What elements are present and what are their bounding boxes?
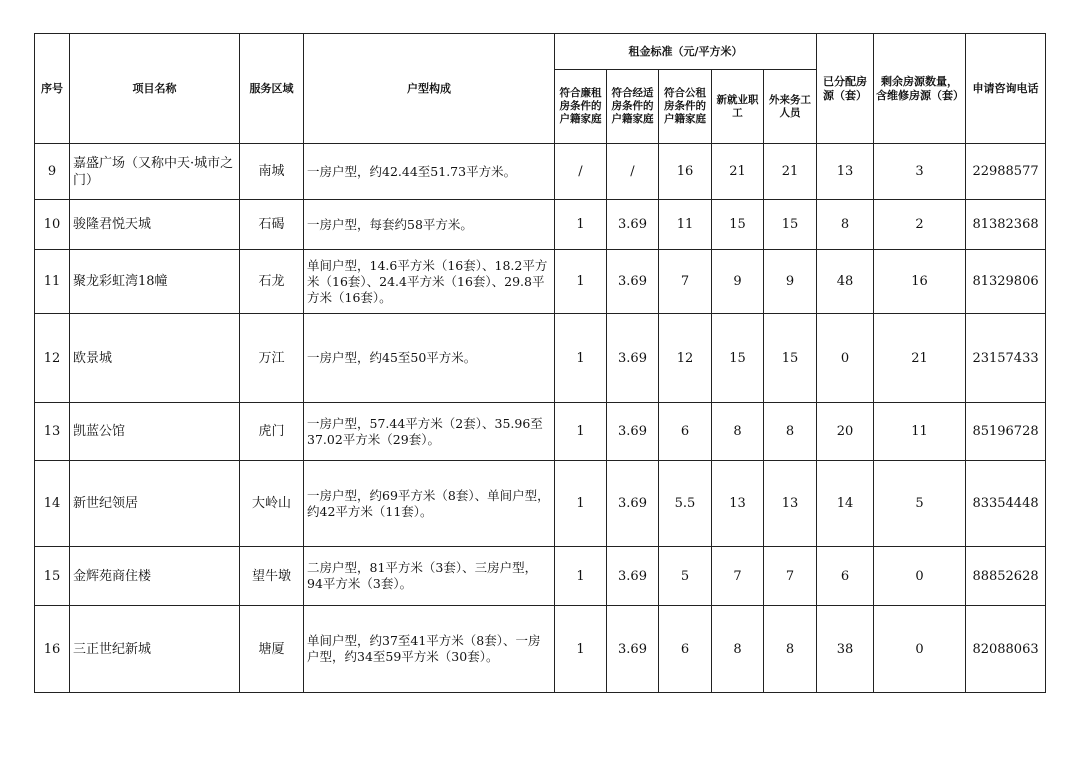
cell-layout: 一房户型，约42.44至51.73平方米。 bbox=[304, 144, 555, 200]
cell-remaining: 3 bbox=[874, 144, 966, 200]
cell-rent-public: 12 bbox=[659, 314, 712, 403]
cell-rent-public: 5 bbox=[659, 547, 712, 606]
cell-allocated: 6 bbox=[817, 547, 874, 606]
cell-phone: 83354448 bbox=[966, 461, 1046, 547]
cell-layout: 一房户型，每套约58平方米。 bbox=[304, 200, 555, 250]
cell-rent-newworker: 13 bbox=[712, 461, 764, 547]
cell-remaining: 0 bbox=[874, 606, 966, 693]
cell-project: 新世纪领居 bbox=[70, 461, 240, 547]
header-rent-newworker: 新就业职工 bbox=[712, 70, 764, 144]
cell-remaining: 2 bbox=[874, 200, 966, 250]
cell-rent-lowrent: 1 bbox=[555, 314, 607, 403]
cell-rent-lowrent: 1 bbox=[555, 547, 607, 606]
cell-phone: 23157433 bbox=[966, 314, 1046, 403]
cell-rent-lowrent: 1 bbox=[555, 606, 607, 693]
cell-rent-newworker: 9 bbox=[712, 250, 764, 314]
cell-layout: 一房户型，57.44平方米（2套）、35.96至37.02平方米（29套）。 bbox=[304, 403, 555, 461]
cell-allocated: 20 bbox=[817, 403, 874, 461]
cell-layout: 一房户型，约45至50平方米。 bbox=[304, 314, 555, 403]
header-project: 项目名称 bbox=[70, 34, 240, 144]
cell-phone: 81382368 bbox=[966, 200, 1046, 250]
cell-rent-migrant: 21 bbox=[764, 144, 817, 200]
cell-rent-newworker: 15 bbox=[712, 200, 764, 250]
cell-phone: 81329806 bbox=[966, 250, 1046, 314]
cell-allocated: 38 bbox=[817, 606, 874, 693]
cell-index: 15 bbox=[35, 547, 70, 606]
cell-rent-affordable: 3.69 bbox=[607, 250, 659, 314]
cell-rent-public: 11 bbox=[659, 200, 712, 250]
cell-area: 塘厦 bbox=[240, 606, 304, 693]
cell-index: 10 bbox=[35, 200, 70, 250]
cell-phone: 88852628 bbox=[966, 547, 1046, 606]
cell-project: 骏隆君悦天城 bbox=[70, 200, 240, 250]
cell-area: 南城 bbox=[240, 144, 304, 200]
cell-rent-public: 16 bbox=[659, 144, 712, 200]
table-row bbox=[35, 250, 1046, 314]
cell-project: 金辉苑商住楼 bbox=[70, 547, 240, 606]
cell-area: 虎门 bbox=[240, 403, 304, 461]
header-rent-affordable: 符合经适房条件的户籍家庭 bbox=[607, 70, 659, 144]
cell-layout: 单间户型，14.6平方米（16套）、18.2平方米（16套）、24.4平方米（16套）、29.8平方米（16套）。 bbox=[304, 250, 555, 314]
cell-rent-lowrent: / bbox=[555, 144, 607, 200]
cell-rent-newworker: 15 bbox=[712, 314, 764, 403]
cell-rent-migrant: 8 bbox=[764, 606, 817, 693]
cell-remaining: 5 bbox=[874, 461, 966, 547]
cell-phone: 85196728 bbox=[966, 403, 1046, 461]
table-row bbox=[35, 606, 1046, 693]
cell-rent-migrant: 15 bbox=[764, 314, 817, 403]
cell-rent-affordable: 3.69 bbox=[607, 606, 659, 693]
cell-rent-lowrent: 1 bbox=[555, 250, 607, 314]
cell-rent-affordable: 3.69 bbox=[607, 314, 659, 403]
cell-layout: 一房户型，约69平方米（8套）、单间户型，约42平方米（11套）。 bbox=[304, 461, 555, 547]
cell-allocated: 14 bbox=[817, 461, 874, 547]
cell-rent-public: 6 bbox=[659, 606, 712, 693]
cell-rent-public: 6 bbox=[659, 403, 712, 461]
cell-rent-newworker: 21 bbox=[712, 144, 764, 200]
housing-table bbox=[34, 33, 1046, 693]
cell-area: 石龙 bbox=[240, 250, 304, 314]
cell-index: 13 bbox=[35, 403, 70, 461]
header-rent-lowrent: 符合廉租房条件的户籍家庭 bbox=[555, 70, 607, 144]
cell-area: 望牛墩 bbox=[240, 547, 304, 606]
cell-project: 嘉盛广场（又称中天·城市之门） bbox=[70, 144, 240, 200]
cell-rent-affordable: / bbox=[607, 144, 659, 200]
cell-rent-migrant: 8 bbox=[764, 403, 817, 461]
cell-area: 石碣 bbox=[240, 200, 304, 250]
cell-project: 欧景城 bbox=[70, 314, 240, 403]
cell-remaining: 16 bbox=[874, 250, 966, 314]
cell-rent-migrant: 15 bbox=[764, 200, 817, 250]
cell-remaining: 0 bbox=[874, 547, 966, 606]
cell-index: 14 bbox=[35, 461, 70, 547]
table-row bbox=[35, 403, 1046, 461]
cell-rent-lowrent: 1 bbox=[555, 200, 607, 250]
cell-rent-migrant: 9 bbox=[764, 250, 817, 314]
cell-index: 12 bbox=[35, 314, 70, 403]
cell-index: 9 bbox=[35, 144, 70, 200]
cell-allocated: 0 bbox=[817, 314, 874, 403]
cell-phone: 82088063 bbox=[966, 606, 1046, 693]
header-rent-group: 租金标准（元/平方米） bbox=[555, 34, 817, 70]
cell-rent-lowrent: 1 bbox=[555, 461, 607, 547]
cell-rent-affordable: 3.69 bbox=[607, 200, 659, 250]
cell-rent-migrant: 13 bbox=[764, 461, 817, 547]
cell-rent-affordable: 3.69 bbox=[607, 403, 659, 461]
cell-rent-migrant: 7 bbox=[764, 547, 817, 606]
header-allocated: 已分配房源（套） bbox=[817, 34, 874, 144]
cell-phone: 22988577 bbox=[966, 144, 1046, 200]
header-remaining: 剩余房源数量，含维修房源（套） bbox=[874, 34, 966, 144]
cell-index: 11 bbox=[35, 250, 70, 314]
table-row bbox=[35, 547, 1046, 606]
cell-remaining: 11 bbox=[874, 403, 966, 461]
cell-rent-newworker: 8 bbox=[712, 403, 764, 461]
cell-area: 大岭山 bbox=[240, 461, 304, 547]
cell-project: 聚龙彩虹湾18幢 bbox=[70, 250, 240, 314]
cell-rent-newworker: 8 bbox=[712, 606, 764, 693]
cell-project: 三正世纪新城 bbox=[70, 606, 240, 693]
cell-index: 16 bbox=[35, 606, 70, 693]
header-area: 服务区域 bbox=[240, 34, 304, 144]
header-rent-public: 符合公租房条件的户籍家庭 bbox=[659, 70, 712, 144]
header-rent-migrant: 外来务工人员 bbox=[764, 70, 817, 144]
cell-project: 凯蓝公馆 bbox=[70, 403, 240, 461]
cell-rent-affordable: 3.69 bbox=[607, 461, 659, 547]
table-row bbox=[35, 314, 1046, 403]
cell-rent-public: 7 bbox=[659, 250, 712, 314]
table-row bbox=[35, 144, 1046, 200]
cell-allocated: 48 bbox=[817, 250, 874, 314]
header-layout: 户型构成 bbox=[304, 34, 555, 144]
cell-rent-public: 5.5 bbox=[659, 461, 712, 547]
cell-layout: 二房户型，81平方米（3套）、三房户型，94平方米（3套）。 bbox=[304, 547, 555, 606]
cell-allocated: 8 bbox=[817, 200, 874, 250]
table-row bbox=[35, 200, 1046, 250]
header-phone: 申请咨询电话 bbox=[966, 34, 1046, 144]
cell-rent-newworker: 7 bbox=[712, 547, 764, 606]
table-row bbox=[35, 461, 1046, 547]
cell-area: 万江 bbox=[240, 314, 304, 403]
cell-rent-affordable: 3.69 bbox=[607, 547, 659, 606]
cell-layout: 单间户型，约37至41平方米（8套）、一房户型，约34至59平方米（30套）。 bbox=[304, 606, 555, 693]
header-index: 序号 bbox=[35, 34, 70, 144]
cell-remaining: 21 bbox=[874, 314, 966, 403]
cell-allocated: 13 bbox=[817, 144, 874, 200]
cell-rent-lowrent: 1 bbox=[555, 403, 607, 461]
